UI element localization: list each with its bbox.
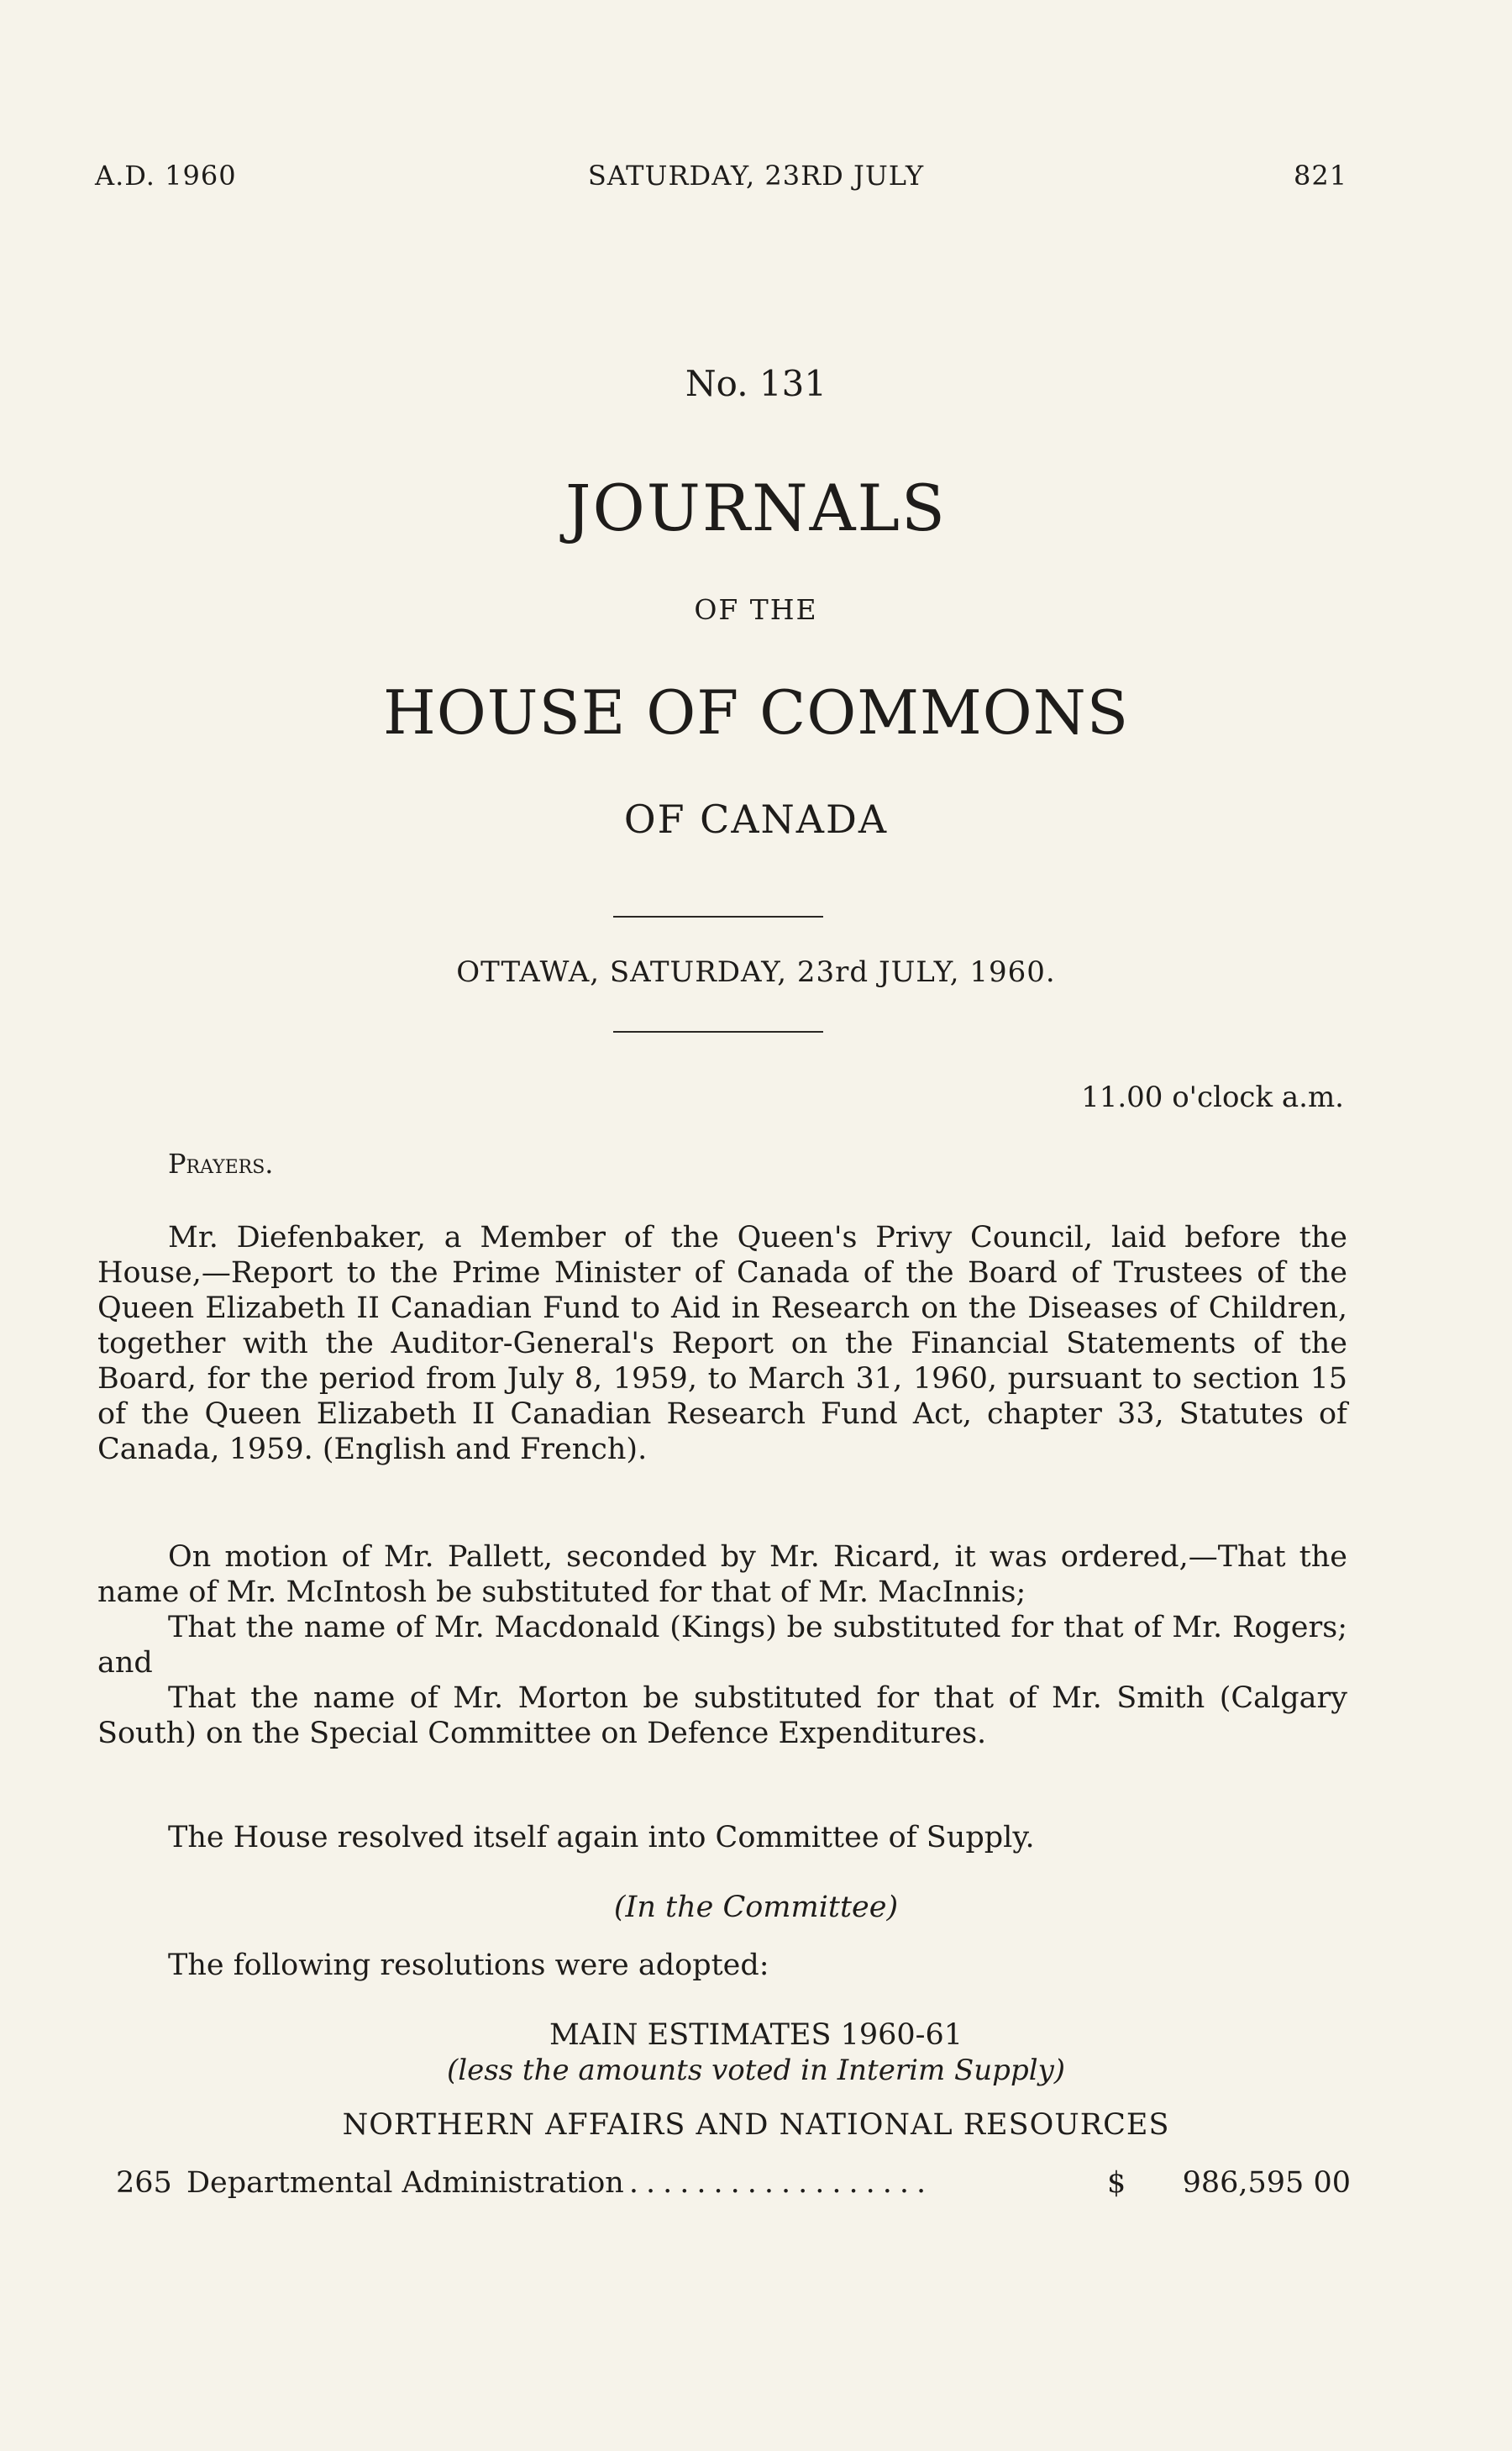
dateline: OTTAWA, SATURDAY, 23rd JULY, 1960.	[456, 955, 1056, 989]
title-of-the: OF THE	[694, 593, 818, 626]
resolutions-adopted-text: The following resolutions were adopted:	[168, 1949, 769, 1982]
header-year: A.D. 1960	[95, 160, 237, 192]
estimates-heading: MAIN ESTIMATES 1960-61	[549, 2018, 963, 2052]
motion-text-2: That the name of Mr. Macdonald (Kings) be substituted for that of Mr. Rogers; and	[97, 1611, 1347, 1680]
tabled-report-text: Mr. Diefenbaker, a Member of the Queen's Privy Council, laid before the House,—Report to the Prime Minister of Canada of the Board of Trustees of the Queen Elizabeth II Canadian Fund to Aid in Research on the Diseases of Children, together with the Auditor-General's Report on the Financial Statements of the Board, for the period from July 8, 1959, to March 31, 1960, pursuant to section 15 of the Queen Elizabeth II Canadian Research Fund Act, chapter 33, Statutes of Canada, 1959. (English and French).	[97, 1221, 1347, 1466]
divider-rule-top	[613, 916, 823, 918]
committee-of-supply-text: The House resolved itself again into Committee of Supply.	[168, 1821, 1035, 1854]
vote-number: 265	[116, 2166, 172, 2200]
prayers-heading: Prayers.	[168, 1148, 274, 1180]
estimate-row	[116, 2165, 1351, 2201]
committee-substitution-motion	[97, 1539, 1347, 1751]
divider-rule-bottom	[613, 1031, 823, 1033]
in-the-committee: (In the Committee)	[613, 1891, 899, 1924]
motion-text-1: On motion of Mr. Pallett, seconded by Mr. Ricard, it was ordered,—That the name of Mr. McIntosh be substituted for that of Mr. MacInnis;	[97, 1540, 1347, 1609]
estimates-subheading: (less the amounts voted in Interim Supply)	[446, 2054, 1066, 2087]
page-number: 821	[1294, 160, 1348, 192]
header-date	[0, 160, 1512, 192]
title-journals: JOURNALS	[565, 471, 947, 545]
vote-item: Departmental Administration	[186, 2166, 624, 2200]
currency-symbol: $	[1107, 2166, 1126, 2200]
department-heading: NORTHERN AFFAIRS AND NATIONAL RESOURCES	[342, 2108, 1170, 2142]
issue-number: No. 131	[685, 363, 827, 404]
sitting-time: 11.00 o'clock a.m.	[1081, 1081, 1344, 1114]
vote-amount: 986,595 00	[1182, 2166, 1351, 2200]
title-of-canada: OF CANADA	[623, 797, 889, 842]
tabled-report-paragraph	[97, 1220, 1347, 1467]
header-date-text: SATURDAY, 23RD JULY	[587, 160, 925, 192]
motion-text-3: That the name of Mr. Morton be substituted for that of Mr. Smith (Calgary South) on the Special Committee on Defence Expenditures.	[97, 1681, 1347, 1750]
title-house-of-commons: HOUSE OF COMMONS	[382, 677, 1130, 748]
dot-leader: ..................	[628, 2166, 934, 2200]
